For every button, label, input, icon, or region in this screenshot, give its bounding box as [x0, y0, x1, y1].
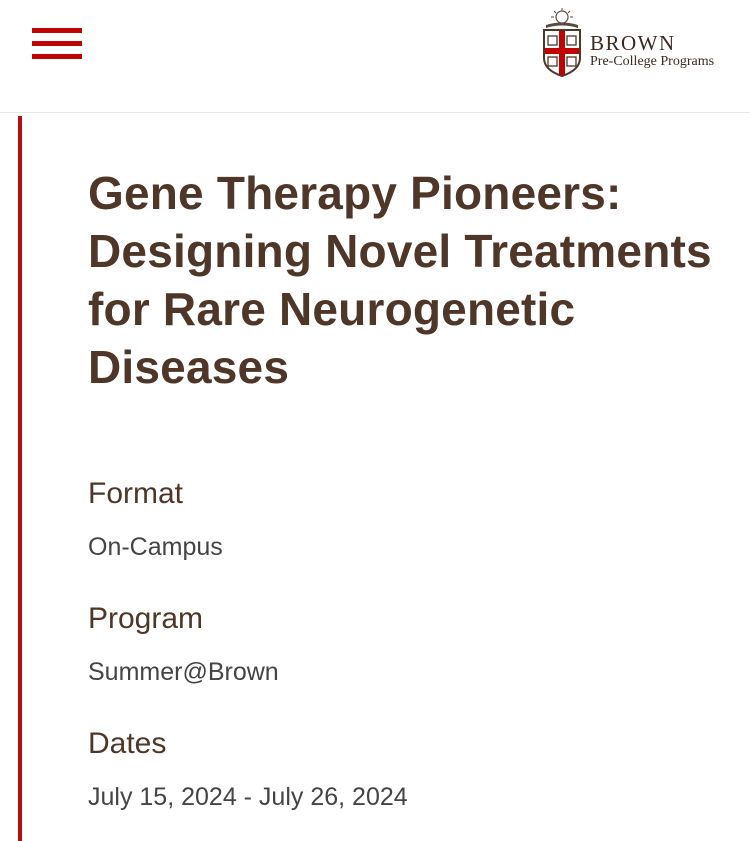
detail-label: Format — [88, 477, 184, 510]
menu-bar — [32, 28, 82, 33]
brown-logo[interactable] — [540, 8, 730, 78]
menu-bar — [32, 41, 82, 46]
menu-bar — [32, 54, 82, 59]
logo-title: BROWN — [590, 31, 676, 55]
detail-value: Summer@Brown — [88, 658, 279, 686]
detail-format — [88, 476, 728, 562]
detail-label: Dates — [88, 727, 167, 760]
detail-dates — [88, 726, 728, 812]
course-details — [88, 476, 728, 812]
accent-line — [18, 116, 22, 841]
detail-value: On-Campus — [88, 533, 223, 561]
brown-shield-icon — [540, 8, 584, 78]
page-title: Gene Therapy Pioneers: Designing Novel Treatments for Rare Neurogenetic Diseases — [88, 167, 712, 393]
logo-subtitle: Pre-College Programs — [590, 54, 715, 69]
detail-label: Program — [88, 602, 204, 635]
hamburger-menu-icon[interactable] — [32, 28, 82, 62]
detail-program — [88, 601, 728, 687]
detail-value: July 15, 2024 - July 26, 2024 — [88, 783, 408, 811]
site-header — [0, 0, 750, 113]
course-content — [88, 164, 728, 812]
